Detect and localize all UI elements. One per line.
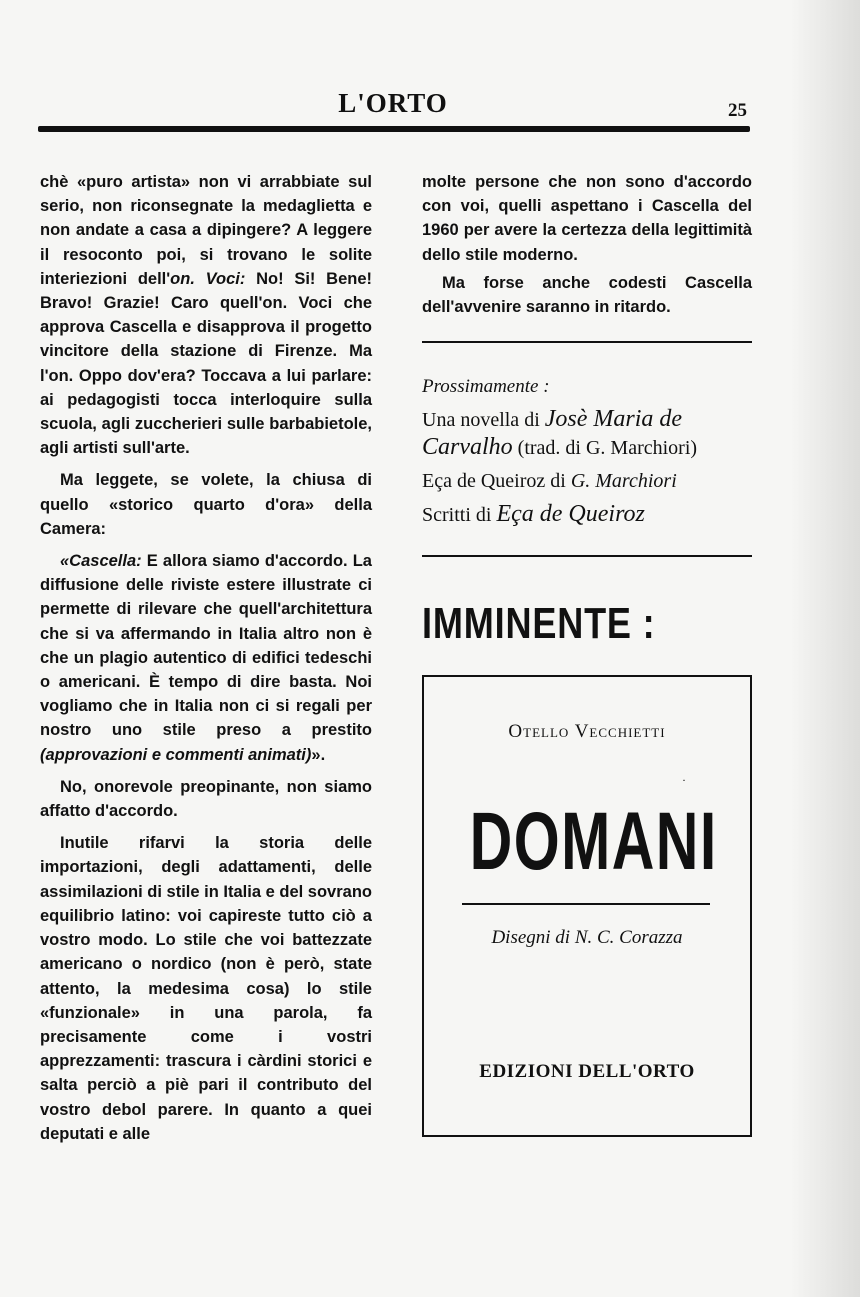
forthcoming-item-3: Scritti di Eça de Queiroz — [422, 501, 645, 528]
imminente-heading: IMMINENTE : — [422, 599, 656, 649]
forthcoming-item-2: Eça de Queiroz di G. Marchiori — [422, 470, 677, 493]
paragraph-7: Ma forse anche codesti Cascella dell'avvenire saranno in ritardo. — [422, 273, 752, 317]
ad-dot: · — [682, 773, 686, 788]
ad-author: Otello Vecchietti — [508, 721, 666, 743]
forthcoming-item-1: Una novella di Josè Maria de Carvalho (trad. di G. Marchiori) — [422, 406, 698, 461]
paragraph-6: molte persone che non sono d'accordo con voi, quelli aspettano i Cascella del 1960 per avere la certezza della legittimità dello stile moderno. — [422, 173, 752, 264]
left-column — [40, 170, 372, 1154]
right-text — [422, 170, 752, 319]
paragraph-5: Inutile rifarvi la storia delle importazioni, degli adattamenti, delle assimilazioni di stile in Italia e del sovrano equilibrio latino: voi capireste tutto ciò a vostro modo. Lo stile che voi battezzate americano o nordico (non è però, state attento, la medesima cosa) lo stile «funzionale» in una parola, fa precisamente come i vostri apprezzamenti: trascura i càrdini storici e salta perciò a piè pari il contributo del vostro debol parere. In quanto a quei deputati e alle — [40, 834, 372, 1143]
section-rule-2 — [422, 555, 752, 557]
running-title: L'ORTO — [338, 88, 448, 118]
forthcoming-list — [422, 373, 752, 529]
right-column — [422, 170, 752, 1137]
ad-publisher: EDIZIONI DELL'ORTO — [479, 1061, 695, 1083]
book-advertisement — [422, 675, 752, 1137]
page-number: 25 — [728, 100, 747, 121]
page-edge-shadow — [790, 0, 860, 1297]
ad-illustrations-credit: Disegni di N. C. Corazza — [491, 927, 683, 949]
paragraph-1: chè «puro artista» non vi arrabbiate sul serio, non riconsegnate la medaglietta e non andate a casa a dipingere? A leggere il resoconto poi, si trovano le solite interiezioni dell'on. Voci: No! Si! Bene! Bravo! Grazie! Caro quell'on. Voci che approva Cascella e disapprova il progetto vincitore della stazione di Firenze. Ma l'on. Oppo dov'era? Toccava a lui parlare: ai pedagogisti tocca interloquire sulla scuola, agli zuccherieri sulle barbabietole, agli artisti sull'arte. — [40, 173, 373, 458]
section-rule-1 — [422, 341, 752, 343]
header-rule — [38, 126, 750, 132]
forthcoming-label: Prossimamente : — [422, 376, 550, 398]
ad-rule — [462, 903, 710, 905]
paragraph-4: No, onorevole preopinante, non siamo affatto d'accordo. — [40, 777, 372, 821]
ad-book-title: DOMANI — [469, 796, 718, 888]
paragraph-2: Ma leggete, se volete, la chiusa di quello «storico quarto d'ora» della Camera: — [40, 471, 372, 538]
paragraph-3: «Cascella: E allora siamo d'accordo. La diffusione delle riviste estere illustrate ci permette di rilevare che quell'architettura che si va affermando in Italia altro non è che un plagio autentico di edifici tedeschi o americani. È tempo di dire basta. Noi vogliamo che in Italia non ci si regali per nostro uno stile preso a prestito (approvazioni e commenti animati)». — [40, 552, 372, 764]
